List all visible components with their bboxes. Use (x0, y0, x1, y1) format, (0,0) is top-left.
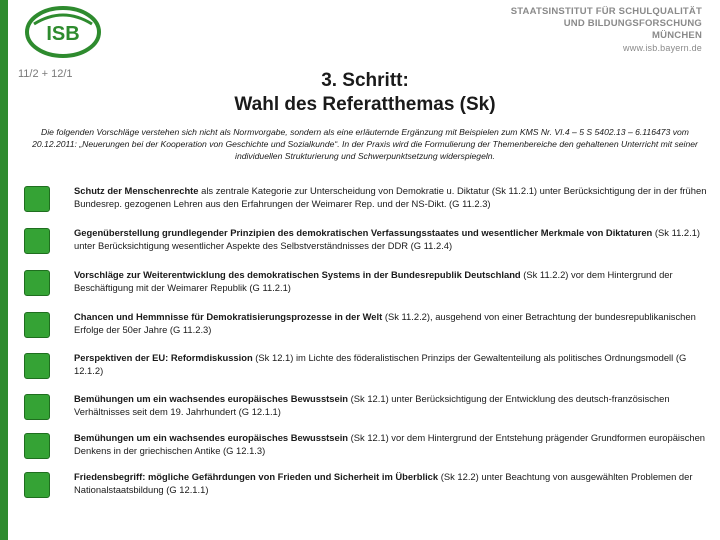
topic-text (74, 184, 710, 210)
page-title-topic: Wahl des Referatthemas (Sk) (234, 94, 496, 115)
topic-text (74, 226, 710, 252)
topic-item-3[interactable] (22, 268, 712, 304)
topic-checkbox[interactable] (24, 353, 50, 379)
isb-logo (22, 4, 104, 60)
topic-detail: (Sk 12.1) vor dem Hintergrund der Entstehung prägender Grundformen europäischen Denkens in der griechischen Antike (G 12.1.3) (74, 432, 706, 456)
topic-checkbox[interactable] (24, 228, 50, 254)
topic-text (74, 470, 710, 496)
intro-paragraph: Die folgenden Vorschläge verstehen sich nicht als Normvorgabe, sondern als eine erläuternde Ergänzung mit Beispielen zum KMS Nr. VI.4 – 5 S 5402.13 – 6.116473 vom 20.12.2011: „Neuerungen bei der Kooperation von Geschichte und Sozialkunde“. In der Praxis wird die Formulierung der Themenbereiche den gehaltenen Unterricht mit seiner individuellen Strukturierung und Schwerpunktsetzung widerspiegeln. (32, 127, 698, 161)
topic-title: Schutz der Menschenrechte (74, 185, 199, 196)
grade-label: 11/2 + 12/1 (18, 68, 73, 80)
topic-detail: (Sk 12.1) unter Berücksichtigung der Entwicklung des deutsch-französischen Verhältnisses seit dem 19. Jahrhundert (G 12.1.1) (74, 393, 670, 417)
institute-line-2: UND BILDUNGSFORSCHUNG (563, 18, 702, 29)
topic-checkbox[interactable] (24, 472, 50, 498)
topic-detail: (Sk 12.1) im Lichte des föderalistischen Prinzips der Gewaltenteilung als politisches Ordnungsmodell (G 12.1.2) (74, 352, 687, 376)
topic-title: Chancen und Hemmnisse für Demokratisierungsprozesse in der Welt (74, 311, 383, 322)
page-title-step: 3. Schritt: (321, 70, 409, 91)
topic-detail: (Sk 12.2) unter Beachtung von ausgewählten Problemen der Nationalstaatsbildung (G 12.1.1) (74, 471, 693, 495)
topic-title: Bemühungen um ein wachsendes europäisches Bewusstsein (74, 432, 349, 443)
institute-url[interactable]: www.isb.bayern.de (623, 43, 702, 53)
topic-text (74, 268, 710, 294)
institute-name (511, 6, 702, 54)
topic-checkbox[interactable] (24, 270, 50, 296)
topic-text (74, 392, 710, 418)
topic-text (74, 310, 710, 336)
topic-detail: als zentrale Kategorie zur Unterscheidung von Demokratie u. Diktatur (Sk 11.2.1) unter Berücksichtigung der in der frühen Bundesrep. gezogenen Lehren aus den Erfahrungen der Weimarer Rep. und der NS-Dikt. (G 11.2.3) (74, 185, 707, 209)
topic-title: Vorschläge zur Weiterentwicklung des demokratischen Systems in der Bundesrepublik Deutschland (74, 269, 521, 280)
topic-text (74, 351, 710, 377)
topic-checkbox[interactable] (24, 312, 50, 338)
isb-logo-graphic (22, 4, 104, 60)
topic-text (74, 431, 710, 457)
topic-title: Gegenüberstellung grundlegender Prinzipien des demokratischen Verfassungsstaates und wesentlicher Merkmale von Diktaturen (74, 227, 653, 238)
topic-item-1[interactable] (22, 184, 712, 220)
topic-checkbox[interactable] (24, 433, 50, 459)
topic-detail: (Sk 11.2.1) unter Berücksichtigung wesentlicher Aspekte des Selbstverständnisses der DDR (G 11.2.4) (74, 227, 701, 251)
topic-checkbox[interactable] (24, 186, 50, 212)
topic-checkbox[interactable] (24, 394, 50, 420)
topic-item-5[interactable] (22, 351, 712, 387)
topic-item-8[interactable] (22, 470, 712, 506)
topic-title: Bemühungen um ein wachsendes europäisches Bewusstsein (74, 393, 349, 404)
institute-line-3: MÜNCHEN (652, 30, 702, 41)
logo-text: ISB (46, 23, 80, 45)
topic-item-4[interactable] (22, 310, 712, 346)
topic-detail: (Sk 11.2.2), ausgehend von einer Betrachtung der bundesrepublikanischen Erfolge der 50er Jahre (G 11.2.3) (74, 311, 696, 335)
topic-item-6[interactable] (22, 392, 712, 428)
topic-title: Friedensbegriff: mögliche Gefährdungen von Frieden und Sicherheit im Überblick (74, 471, 439, 482)
institute-line-1: STAATSINSTITUT FÜR SCHULQUALITÄT (510, 6, 702, 17)
topic-title: Perspektiven der EU: Reformdiskussion (74, 352, 253, 363)
topic-item-7[interactable] (22, 431, 712, 467)
topic-detail: (Sk 11.2.2) vor dem Hintergrund der Beschäftigung mit der Weimarer Republik (G 11.2.1) (74, 269, 673, 293)
topic-item-2[interactable] (22, 226, 712, 262)
